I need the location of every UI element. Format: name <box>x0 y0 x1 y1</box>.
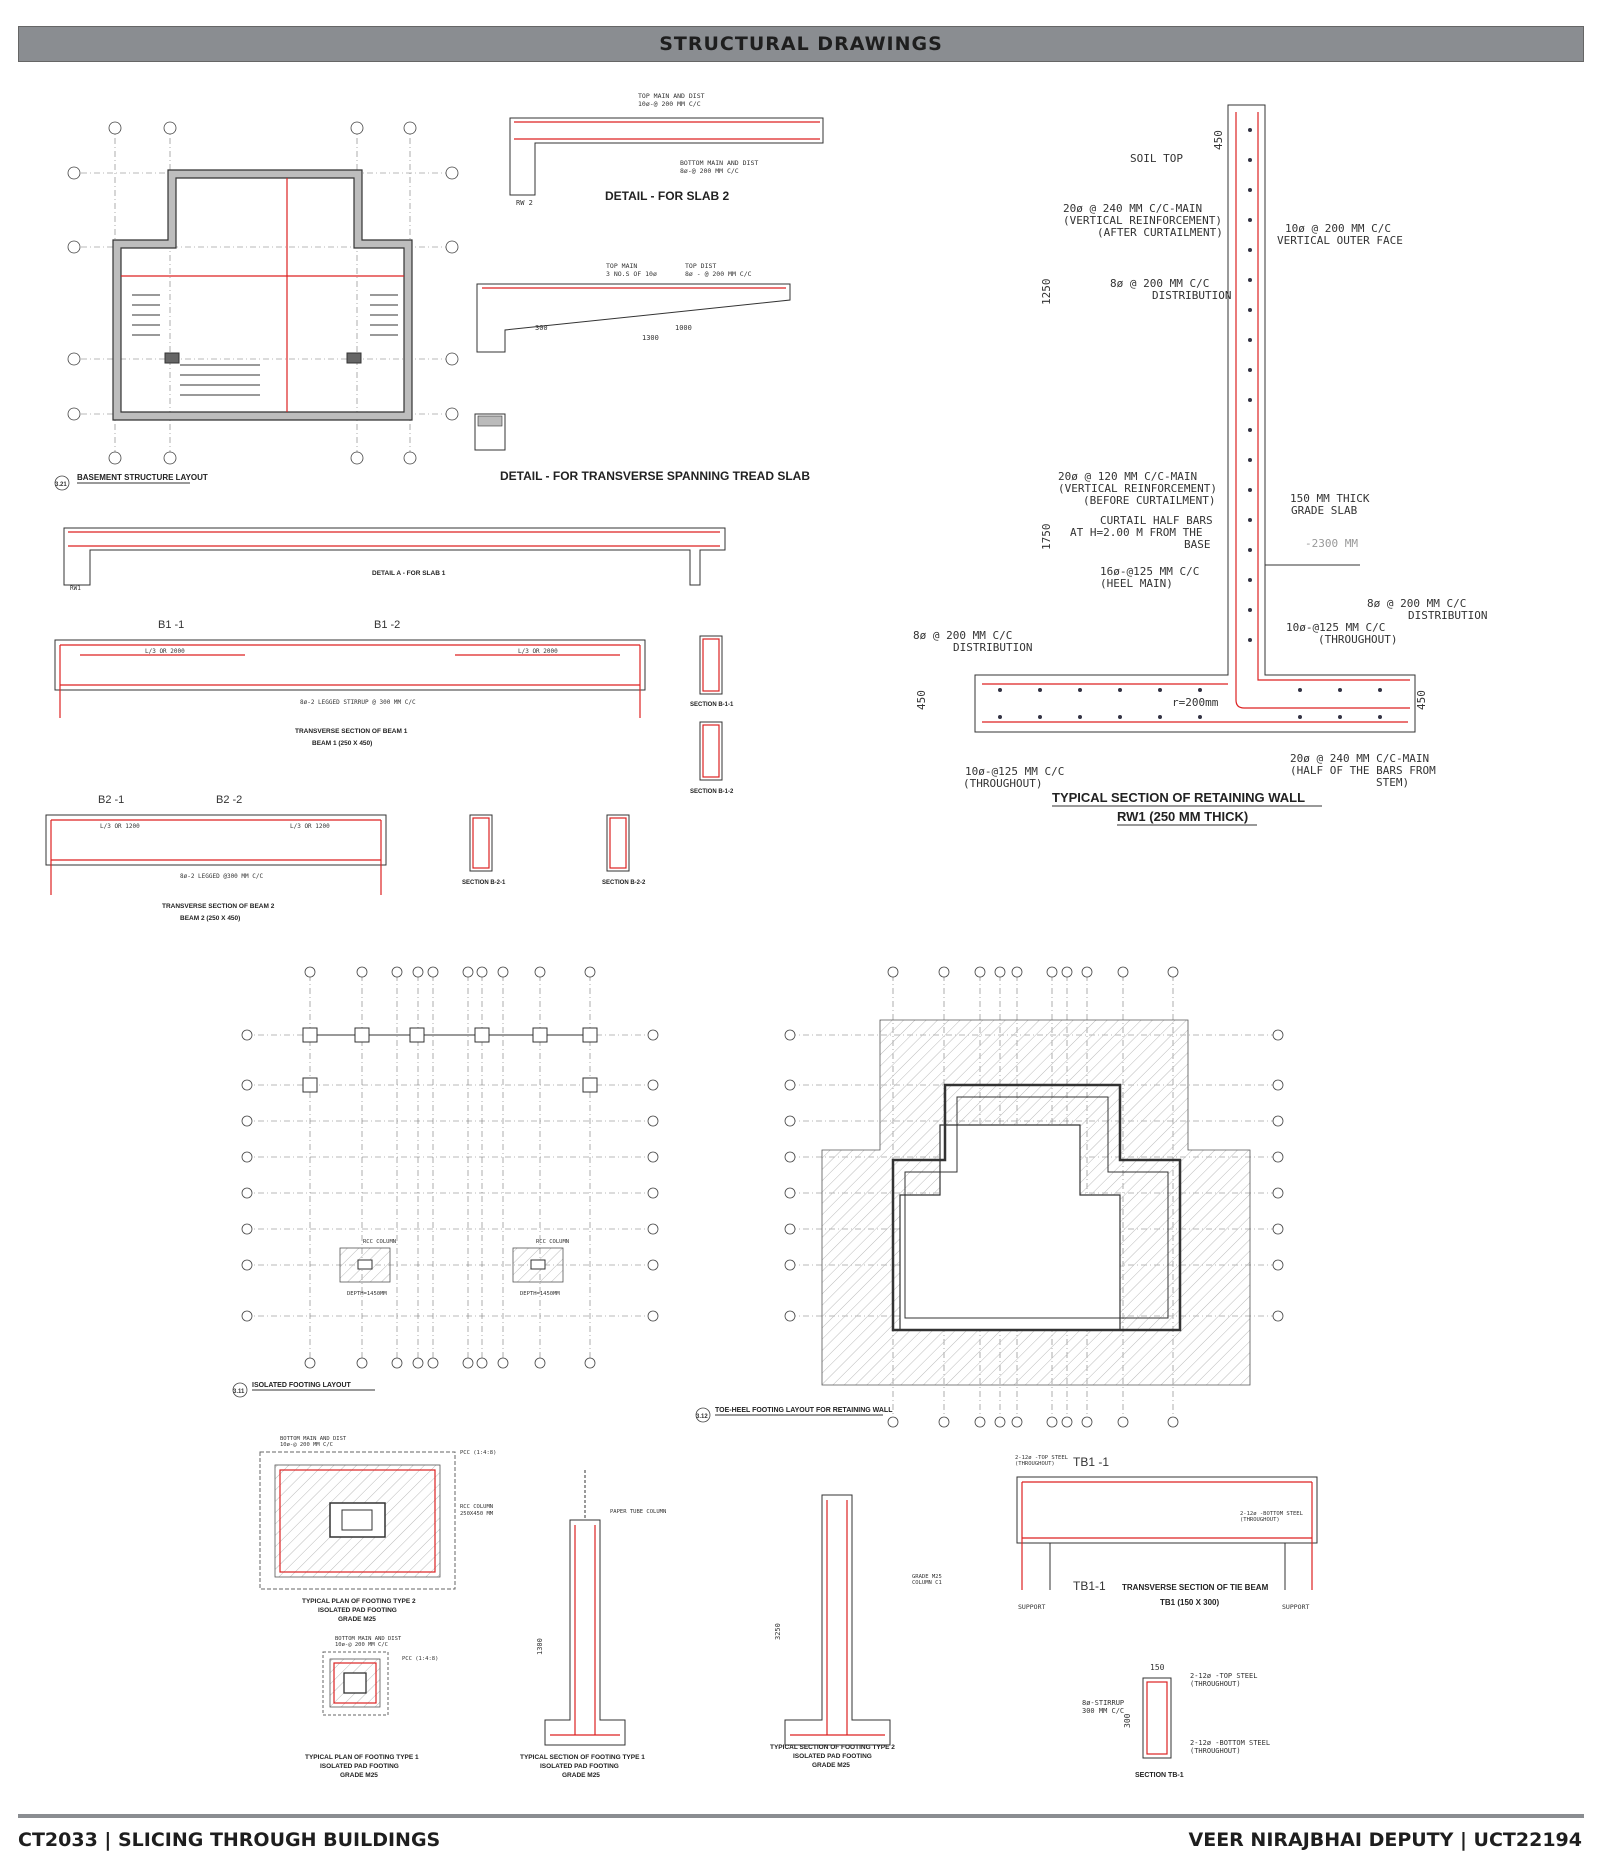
tb-dim-300: 300 <box>1123 1713 1132 1728</box>
rw-note14a: 20ø @ 240 MM C/C-MAIN <box>1290 752 1430 765</box>
fs2-title: TYPICAL SECTION OF FOOTING TYPE 2 <box>770 1744 895 1751</box>
footing-type2-plan <box>260 1436 496 1623</box>
beam1-extra-top-l: L/3 OR 2000 <box>145 648 185 655</box>
beam1-mark-left: B1 -1 <box>158 619 185 631</box>
ft2-sub2: GRADE M25 <box>338 1616 376 1623</box>
fs1-sub2: GRADE M25 <box>562 1772 600 1779</box>
tb-top-throughout: (THROUGHOUT) <box>1015 1461 1055 1467</box>
tb-sec: SECTION TB-1 <box>1135 1772 1184 1779</box>
slab2-detail <box>510 92 823 207</box>
rw-note3a: 8ø @ 200 MM C/C <box>1110 277 1210 290</box>
rw-note1c: (AFTER CURTAILMENT) <box>1097 226 1223 239</box>
rw-dim-1250: 1250 <box>1040 278 1053 305</box>
tb-support-l: SUPPORT <box>1018 1603 1046 1611</box>
basement-structure-layout <box>55 122 458 490</box>
toeheel-caption: TOE-HEEL FOOTING LAYOUT FOR RETAINING WALL <box>715 1407 893 1414</box>
retaining-wall-section <box>913 105 1487 825</box>
footer-author: VEER NIRAJBHAI DEPUTY | UCT22194 <box>1188 1829 1582 1851</box>
rw-note8a: 16ø-@125 MM C/C <box>1100 565 1200 578</box>
fs2-dim: 3250 <box>774 1623 782 1640</box>
tb-top-steel: 2-12ø -TOP STEEL <box>1015 1455 1068 1461</box>
rw-note10b: DISTRIBUTION <box>953 641 1033 654</box>
rw-title: TYPICAL SECTION OF RETAINING WALL <box>1052 790 1306 805</box>
tb-bottom-steel: 2-12ø -BOTTOM STEEL <box>1240 1511 1303 1517</box>
basement-caption-num: 3.21 <box>55 482 67 488</box>
tb-section-title: TRANSVERSE SECTION OF TIE BEAM <box>1122 1583 1269 1592</box>
tread-dim-1300: 1300 <box>642 334 659 342</box>
rw-note2b: VERTICAL OUTER FACE <box>1277 234 1403 247</box>
ft2-note-bottom: BOTTOM MAIN AND DIST <box>280 1436 347 1442</box>
tb-stirrup-a: 8ø-STIRRUP <box>1082 1699 1125 1707</box>
rw-note6b: GRADE SLAB <box>1291 504 1358 517</box>
slab1-detail <box>64 528 725 592</box>
beam2-stirrup: 8ø-2 LEGGED @300 MM C/C <box>180 873 264 880</box>
beam2-sec1: SECTION B-2-1 <box>462 880 506 886</box>
rw-note4a: 20ø @ 120 MM C/C-MAIN <box>1058 470 1198 483</box>
fs2-grade: GRADE M25 <box>912 1574 942 1580</box>
ft1-note-bottom: BOTTOM MAIN AND DIST <box>335 1636 402 1642</box>
rw-dim-450-base: 450 <box>915 690 928 710</box>
iso-col-label-1: RCC COLUMN <box>363 1239 397 1245</box>
ft2-col-size: 250X450 MM <box>460 1511 494 1517</box>
tie-beam-section <box>1015 1455 1317 1779</box>
slab2-bottom-spec: 8ø-@ 200 MM C/C <box>680 167 739 175</box>
ft1-sub2: GRADE M25 <box>340 1772 378 1779</box>
page-title: STRUCTURAL DRAWINGS <box>659 33 943 55</box>
iso-caption: ISOLATED FOOTING LAYOUT <box>252 1382 351 1389</box>
rw-note8b: (HEEL MAIN) <box>1100 577 1173 590</box>
ft1-note-spec: 10ø-@ 200 MM C/C <box>335 1642 388 1648</box>
rw-subtitle: RW1 (250 MM THICK) <box>1117 809 1249 824</box>
tread-top-main: TOP MAIN <box>606 262 638 270</box>
tb-mark-top: TB1 -1 <box>1073 1455 1110 1469</box>
footer-divider <box>18 1814 1584 1818</box>
iso-depth-1: DEPTH=1450MM <box>347 1291 387 1297</box>
fs2-sub2: GRADE M25 <box>812 1762 850 1769</box>
beam2-mark-mid: B2 -2 <box>216 794 243 806</box>
beam1-extra-top-r: L/3 OR 2000 <box>518 648 558 655</box>
isolated-footing-layout <box>233 967 658 1397</box>
rw-note3b: DISTRIBUTION <box>1152 289 1232 302</box>
beam2-sec2: SECTION B-2-2 <box>602 880 646 886</box>
rw-dim-1750: 1750 <box>1040 523 1053 550</box>
fs1-paper: PAPER TUBE COLUMN <box>610 1509 667 1515</box>
rw-note2a: 10ø @ 200 MM C/C <box>1285 222 1391 235</box>
rw-note1b: (VERTICAL REINFORCEMENT) <box>1063 214 1222 227</box>
beam2-section <box>46 794 646 922</box>
beam1-title: BEAM 1 (250 X 450) <box>312 740 373 747</box>
beam2-section-title: TRANSVERSE SECTION OF BEAM 2 <box>162 903 275 910</box>
ft2-note-spec: 10ø-@ 200 MM C/C <box>280 1442 333 1448</box>
rw-note9b: DISTRIBUTION <box>1408 609 1488 622</box>
slab2-bottom-note: BOTTOM MAIN AND DIST <box>680 159 759 167</box>
ft2-pcc: PCC (1:4:8) <box>460 1450 497 1456</box>
slab1-rw: RW1 <box>70 585 81 592</box>
tb-dim-150: 150 <box>1150 1663 1165 1672</box>
rw-note5c: BASE <box>1184 538 1211 551</box>
rw-note7: -2300 MM <box>1305 537 1358 550</box>
tb-sec-top-throughout: (THROUGHOUT) <box>1190 1680 1241 1688</box>
tread-slab-detail <box>475 262 810 483</box>
footing-type1-section <box>520 1470 666 1779</box>
beam1-section <box>55 619 734 795</box>
ft2-sub1: ISOLATED PAD FOOTING <box>318 1607 397 1614</box>
beam1-mark-mid: B1 -2 <box>374 619 401 631</box>
rw-note1a: 20ø @ 240 MM C/C-MAIN <box>1063 202 1203 215</box>
iso-depth-2: DEPTH=1450MM <box>520 1291 560 1297</box>
toeheel-caption-num: 3.12 <box>696 1414 708 1420</box>
slab2-title: DETAIL - FOR SLAB 2 <box>605 189 730 203</box>
beam2-extra-top-r: L/3 OR 1200 <box>290 823 330 830</box>
iso-col-label-2: RCC COLUMN <box>536 1239 570 1245</box>
beam1-sec1: SECTION B-1-1 <box>690 702 734 708</box>
rw-note6a: 150 MM THICK <box>1290 492 1370 505</box>
rw-soil-top: SOIL TOP <box>1130 152 1183 165</box>
tread-top-dist-spec: 8ø - @ 200 MM C/C <box>685 270 752 278</box>
fs1-title: TYPICAL SECTION OF FOOTING TYPE 1 <box>520 1754 645 1761</box>
tb-sec-bot-steel: 2-12ø -BOTTOM STEEL <box>1190 1739 1271 1747</box>
rw-note11b: (THROUGHOUT) <box>1318 633 1398 646</box>
tb-mark-bot: TB1-1 <box>1073 1579 1106 1593</box>
slab1-title: DETAIL A - FOR SLAB 1 <box>372 570 446 577</box>
beam2-mark-left: B2 -1 <box>98 794 125 806</box>
iso-caption-num: 3.11 <box>233 1389 245 1395</box>
ft1-sub1: ISOLATED PAD FOOTING <box>320 1763 399 1770</box>
tread-dim-300: 300 <box>535 324 548 332</box>
tread-top-main-spec: 3 NO.S OF 10ø <box>606 270 657 278</box>
ft2-col: RCC COLUMN <box>460 1504 494 1510</box>
fs1-dim: 1300 <box>536 1638 544 1655</box>
tb-sec-top-steel: 2-12ø -TOP STEEL <box>1190 1672 1258 1680</box>
slab2-top-note: TOP MAIN AND DIST <box>638 92 705 100</box>
rw-note14b: (HALF OF THE BARS FROM <box>1290 764 1436 777</box>
beam1-section-title: TRANSVERSE SECTION OF BEAM 1 <box>295 728 408 735</box>
fs1-sub1: ISOLATED PAD FOOTING <box>540 1763 619 1770</box>
rw-note4b: (VERTICAL REINFORCEMENT) <box>1058 482 1217 495</box>
tb-title: TB1 (150 X 300) <box>1160 1598 1220 1607</box>
footer-course: CT2033 | SLICING THROUGH BUILDINGS <box>18 1829 441 1851</box>
basement-caption: BASEMENT STRUCTURE LAYOUT <box>77 473 208 482</box>
rw-dim-450-right: 450 <box>1415 690 1428 710</box>
beam2-title: BEAM 2 (250 X 450) <box>180 915 241 922</box>
tread-top-dist: TOP DIST <box>685 262 717 270</box>
rw-note4c: (BEFORE CURTAILMENT) <box>1083 494 1216 507</box>
ft1-title: TYPICAL PLAN OF FOOTING TYPE 1 <box>305 1754 419 1761</box>
fs2-sub1: ISOLATED PAD FOOTING <box>793 1753 872 1760</box>
ft2-title: TYPICAL PLAN OF FOOTING TYPE 2 <box>302 1598 416 1605</box>
rw-note9a: 8ø @ 200 MM C/C <box>1367 597 1467 610</box>
beam2-extra-top-l: L/3 OR 1200 <box>100 823 140 830</box>
tb-sec-bot-throughout: (THROUGHOUT) <box>1190 1747 1241 1755</box>
footing-type1-plan <box>305 1636 438 1779</box>
tread-title: DETAIL - FOR TRANSVERSE SPANNING TREAD SLAB <box>500 469 811 483</box>
beam1-stirrup: 8ø-2 LEGGED STIRRUP @ 300 MM C/C <box>300 699 416 706</box>
tb-bottom-throughout: (THROUGHOUT) <box>1240 1517 1280 1523</box>
slab2-rw: RW 2 <box>516 199 533 207</box>
rw-note10a: 8ø @ 200 MM C/C <box>913 629 1013 642</box>
tread-dim-1000: 1000 <box>675 324 692 332</box>
rw-note5a: CURTAIL HALF BARS <box>1100 514 1213 527</box>
rw-note11a: 10ø-@125 MM C/C <box>1286 621 1386 634</box>
rw-dim-450-top: 450 <box>1212 130 1225 150</box>
rw-note12: r=200mm <box>1172 696 1219 709</box>
slab2-top-spec: 10ø-@ 200 MM C/C <box>638 100 701 108</box>
beam1-sec2: SECTION B-1-2 <box>690 789 734 795</box>
rw-note13b: (THROUGHOUT) <box>963 777 1043 790</box>
rw-note5b: AT H=2.00 M FROM THE <box>1070 526 1203 539</box>
tb-stirrup-b: 300 MM C/C <box>1082 1707 1125 1715</box>
tb-support-r: SUPPORT <box>1282 1603 1310 1611</box>
isolated-grid-bubbles <box>242 967 658 1368</box>
fs2-col: COLUMN C1 <box>912 1580 942 1586</box>
ft1-pcc: PCC (1:4:8) <box>402 1656 439 1662</box>
rw-note14c: STEM) <box>1376 776 1410 789</box>
footing-type2-section <box>770 1495 942 1769</box>
toe-heel-footing-layout <box>696 967 1283 1427</box>
rw-note13a: 10ø-@125 MM C/C <box>965 765 1065 778</box>
